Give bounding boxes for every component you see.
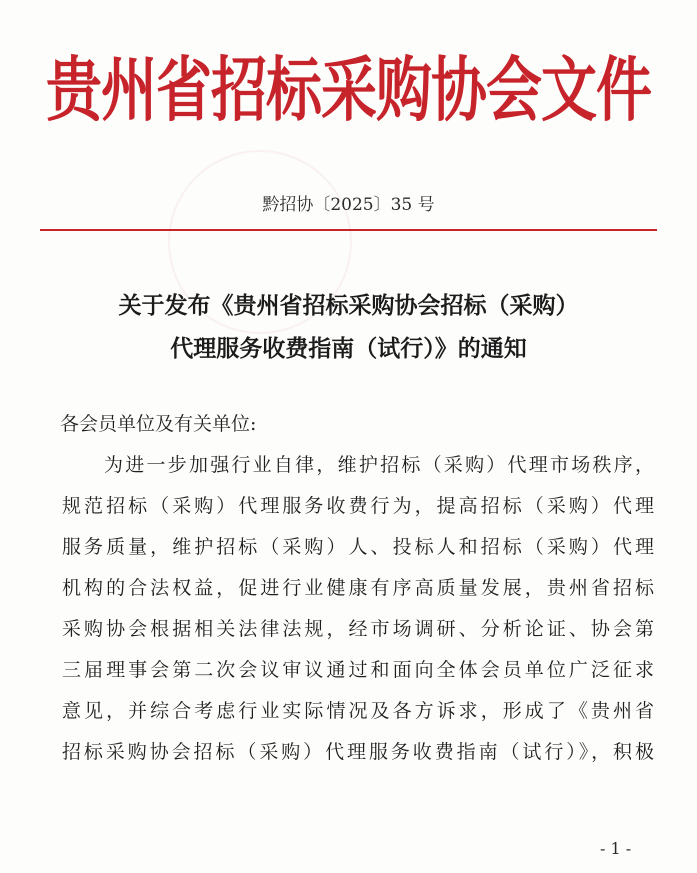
header-divider-line [40, 229, 657, 231]
body-line-2: 规范招标（采购）代理服务收费行为，提高招标（采购）代理 [62, 495, 654, 517]
body-line-5: 采购协会根据相关法律法规，经市场调研、分析论证、协会第 [62, 618, 654, 640]
document-header-title: 贵州省招标采购协会文件 [46, 48, 651, 132]
notice-title-line-2: 代理服务收费指南（试行）》的通知 [170, 335, 527, 362]
body-line-3: 服务质量，维护招标（采购）人、投标人和招标（采购）代理 [62, 536, 654, 558]
body-line-1: 为进一步加强行业自律，维护招标（采购）代理市场秩序， [104, 454, 654, 476]
body-line-6: 三届理事会第二次会议审议通过和面向全体会员单位广泛征求 [62, 659, 654, 681]
notice-title-line-1: 关于发布《贵州省招标采购协会招标（采购） [118, 292, 579, 319]
body-line-8: 招标采购协会招标（采购）代理服务收费指南（试行）》，积极 [62, 741, 654, 763]
body-line-4: 机构的合法权益，促进行业健康有序高质量发展，贵州省招标 [62, 577, 654, 599]
salutation: 各会员单位及有关单位: [60, 413, 257, 435]
body-line-7: 意见，并综合考虑行业实际情况及各方诉求，形成了《贵州省 [62, 700, 654, 722]
page-number: - 1 - [600, 839, 632, 858]
document-number: 黔招协〔2025〕35 号 [262, 195, 435, 215]
